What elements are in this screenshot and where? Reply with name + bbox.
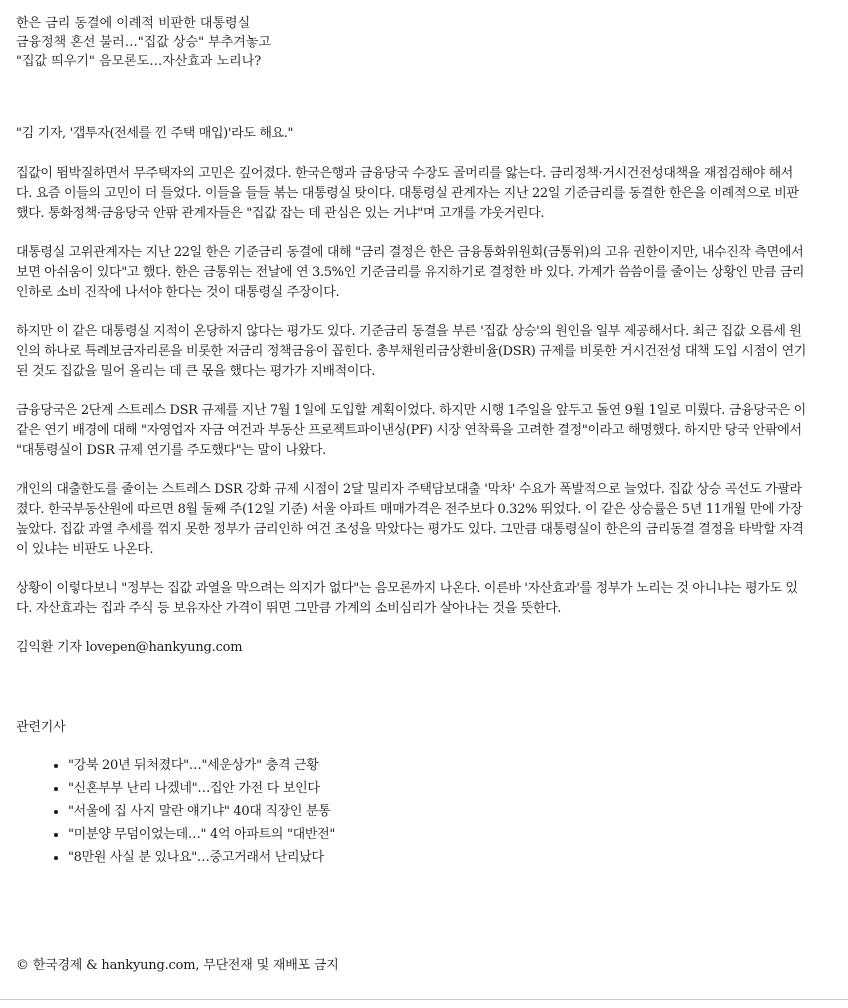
headline-line: 한은 금리 동결에 이례적 비판한 대통령실 [16, 16, 251, 31]
related-articles-list [16, 754, 808, 869]
related-article-link[interactable]: • "8만원 사실 분 있나요"…중고거래서 난리났다 [68, 846, 808, 869]
article-paragraph: 집값이 뜀박질하면서 무주택자의 고민은 깊어졌다. 한국은행과 금융당국 수장도 골머리를 앓는다. 금리정책·거시건전성대책을 재점검해야 해서다. 요즘 이들의 고민이 더 들었다. 이들을 들들 볶는 대통령실 탓이다. 대통령실 관계자는 지난 22일 기준금리를 동결한 한은을 이례적으로 비판했다. 통화정책·금융당국 안팎 관계자들은 "집값 잡는 데 관심은 있는 거냐"며 고개를 갸웃거린다. [16, 166, 799, 221]
related-articles-heading: 관련기사 [16, 720, 66, 735]
article-byline: 김익환 기자 lovepen@hankyung.com [16, 640, 243, 655]
related-article-link[interactable]: • "강북 20년 뒤처졌다"…"세운상가" 충격 근황 [68, 754, 808, 777]
article-paragraph: 하지만 이 같은 대통령실 지적이 온당하지 않다는 평가도 있다. 기준금리 동결을 부른 '집값 상승'의 원인을 일부 제공해서다. 최근 집값 오름세 원인의 하나로 특례보금자리론을 비롯한 저금리 정책금융이 꼽힌다. 총부채원리금상환비율(DSR) 규제를 비롯한 거시건전성 대책 도입 시점이 연기된 것도 집값을 밀어 올리는 데 큰 몫을 했다는 평가가 지배적이다. [16, 324, 807, 379]
article-body [16, 124, 808, 658]
article-paragraph: 금융당국은 2단계 스트레스 DSR 규제를 지난 7월 1일에 도입할 계획이었다. 하지만 시행 1주일을 앞두고 돌연 9월 1일로 미뤘다. 금융당국은 이 같은 연기 배경에 대해 "자영업자 자금 여건과 부동산 프로젝트파이낸싱(PF) 시장 연착륙을 고려한 결정"이라고 해명했다. 하지만 당국 안팎에서 "대통령실이 DSR 규제 연기를 주도했다"는 말이 나왔다. [16, 403, 806, 458]
article-paragraph: 개인의 대출한도를 줄이는 스트레스 DSR 강화 규제 시점이 2달 밀리자 주택담보대출 '막차' 수요가 폭발적으로 늘었다. 집값 상승 곡선도 가팔라졌다. 한국부동산원에 따르면 8월 둘째 주(12일 기준) 서울 아파트 매매가격은 전주보다 0.32% 뛰었다. 이 같은 상승률은 5년 11개월 만에 가장 높았다. 집값 과열 추세를 꺾지 못한 정부가 금리인하 여건 조성을 막았다는 평가도 있다. 그만큼 대통령실이 한은의 금리동결 결정을 타박할 자격이 있냐는 비판도 나온다. [16, 482, 804, 557]
divider [0, 999, 848, 1000]
article-paragraph: 대통령실 고위관계자는 지난 22일 한은 기준금리 동결에 대해 "금리 결정은 한은 금융통화위원회(금통위)의 고유 권한이지만, 내수진작 측면에서 보면 아쉬움이 있다"고 했다. 한은 금통위는 전날에 연 3.5%인 기준금리를 유지하기로 결정한 바 있다. 가계가 씀씀이를 줄이는 상황인 만큼 금리인하로 소비 진작에 나서야 한다는 것이 대통령실 주장이다. [16, 245, 805, 300]
related-article-link[interactable]: • "신혼부부 난리 나겠네"…집안 가전 다 보인다 [68, 777, 808, 800]
related-article-link[interactable]: • "미분양 무덤이었는데…" 4억 아파트의 "대반전" [68, 823, 808, 846]
article-headline [16, 14, 808, 71]
headline-line: 금융정책 혼선 불러…"집값 상승" 부추겨놓고 [16, 35, 271, 50]
article-page [16, 14, 808, 869]
article-paragraph: "김 기자, '갭투자(전세를 낀 주택 매입)'라도 해요." [16, 126, 294, 141]
copyright-notice: © 한국경제 & hankyung.com, 무단전재 및 재배포 금지 [16, 958, 339, 973]
article-paragraph: 상황이 이렇다보니 "정부는 집값 과열을 막으려는 의지가 없다"는 음모론까지 나온다. 이른바 '자산효과'를 정부가 노리는 것 아니냐는 평가도 있다. 자산효과는 집과 주식 등 보유자산 가격이 뛰면 그만큼 가계의 소비심리가 살아나는 것을 뜻한다. [16, 581, 798, 616]
related-article-link[interactable]: • "서울에 집 사지 말란 얘기냐" 40대 직장인 분통 [68, 800, 808, 823]
headline-line: "집값 띄우기" 음모론도…자산효과 노리나? [16, 54, 262, 69]
